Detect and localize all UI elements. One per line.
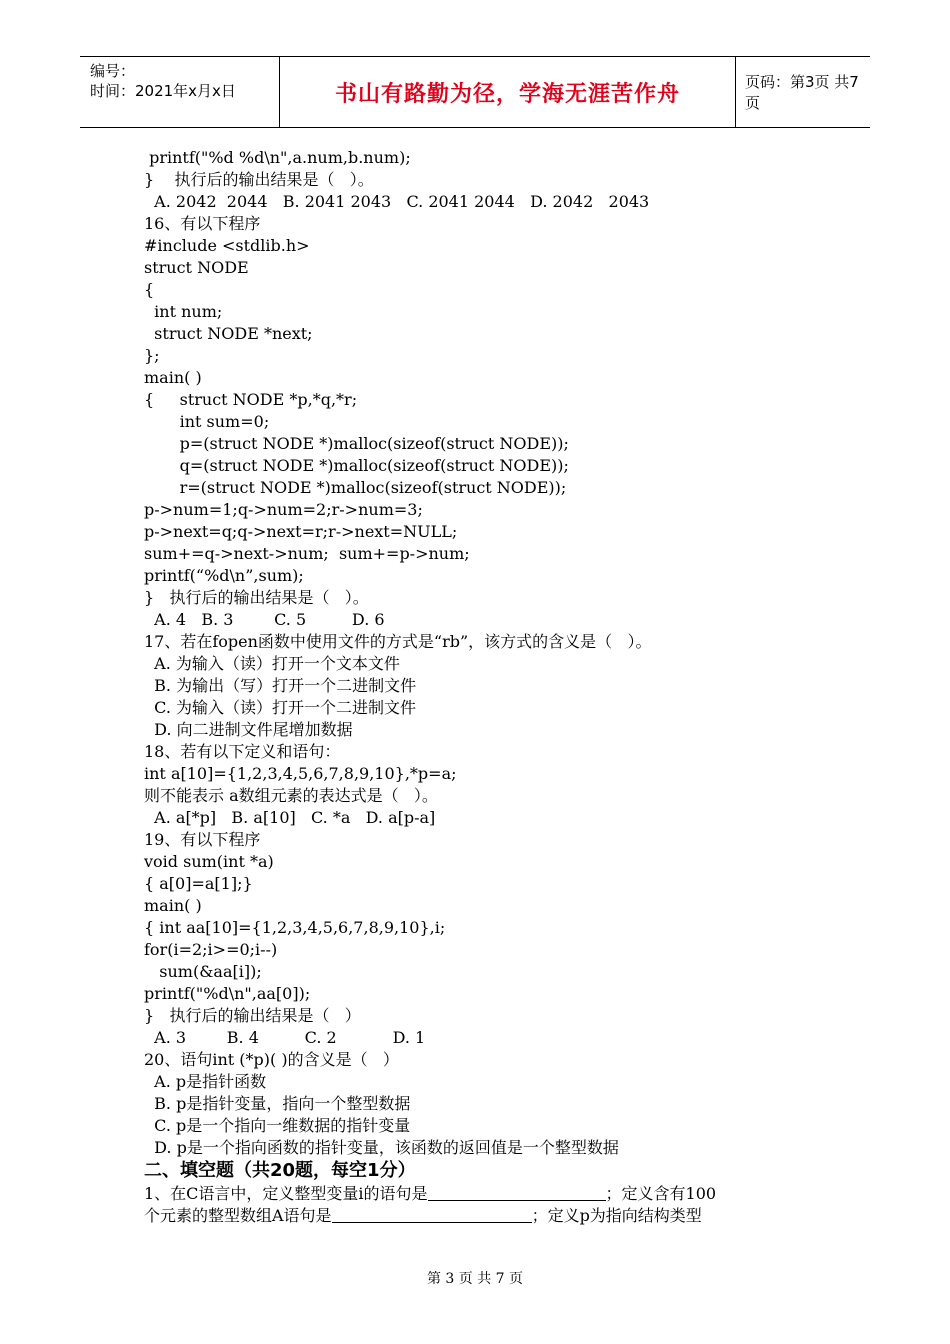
text-line: sum(&aa[i]);: [144, 962, 262, 981]
text-line: B. p是指针变量，指向一个整型数据: [144, 1094, 411, 1113]
text-line: p=(struct NODE *)malloc(sizeof(struct NODE));: [144, 434, 569, 453]
text-line: A. a[*p] B. a[10] C. *a D. a[p-a]: [144, 808, 436, 827]
text-line: struct NODE: [144, 258, 249, 277]
text-line: q=(struct NODE *)malloc(sizeof(struct NODE));: [144, 456, 569, 475]
text-line: int sum=0;: [144, 412, 270, 431]
text-line: 16、有以下程序: [144, 214, 261, 233]
text-line: r=(struct NODE *)malloc(sizeof(struct NODE));: [144, 478, 567, 497]
text-line: main( ): [144, 896, 202, 915]
text-line: { int aa[10]={1,2,3,4,5,6,7,8,9,10},i;: [144, 918, 446, 937]
text-line: 18、若有以下定义和语句：: [144, 742, 341, 761]
page-footer: 第 3 页 共 7 页: [426, 1271, 524, 1287]
text-line: 17、若在fopen函数中使用文件的方式是“rb”，该方式的含义是（ ）。: [144, 632, 652, 651]
text-line: { a[0]=a[1];}: [144, 874, 253, 893]
text-line: B. 为输出（写）打开一个二进制文件: [144, 676, 417, 695]
text-line: D. 向二进制文件尾增加数据: [144, 720, 353, 739]
text-line: A. 2042 2044 B. 2041 2043 C. 2041 2044 D. 2042 2043: [144, 192, 650, 211]
text-line: A. 3 B. 4 C. 2 D. 1: [144, 1028, 426, 1047]
header-meta: [80, 57, 280, 127]
document-body: [144, 147, 834, 1227]
text-line: sum+=q->next->num; sum+=p->num;: [144, 544, 470, 563]
text-line: int a[10]={1,2,3,4,5,6,7,8,9,10},*p=a;: [144, 764, 457, 783]
text-line: 20、语句int (*p)( )的含义是（ ）: [144, 1050, 399, 1069]
text-line: };: [144, 346, 160, 365]
answer-blank-2[interactable]: [332, 1206, 532, 1223]
fill-question-line-1: [144, 1183, 834, 1205]
text-line: void sum(int *a): [144, 852, 274, 871]
section-title: 二、填空题（共20题，每空1分）: [144, 1160, 416, 1181]
text-line: C. p是一个指向一维数据的指针变量: [144, 1116, 411, 1135]
text-line: } 执行后的输出结果是（ ）: [144, 1006, 361, 1025]
fill-q1-text-d: ；定义p为指向结构类型: [531, 1206, 702, 1225]
text-line: 19、有以下程序: [144, 830, 261, 849]
page-header: [80, 56, 870, 128]
question-lines: [144, 147, 834, 1159]
text-line: A. 4 B. 3 C. 5 D. 6: [144, 610, 385, 629]
header-motto: 书山有路勤为径，学海无涯苦作舟: [280, 57, 736, 127]
fill-q1-text-a: 1、在C语言中，定义整型变量i的语句是: [144, 1184, 428, 1203]
text-line: struct NODE *next;: [144, 324, 313, 343]
text-line: } 执行后的输出结果是（ ）。: [144, 170, 374, 189]
text-line: #include <stdlib.h>: [144, 236, 310, 255]
answer-blank-1[interactable]: [428, 1184, 606, 1201]
text-line: main( ): [144, 368, 202, 387]
doc-time-label: 时间：2021年x月x日: [90, 82, 236, 100]
text-line: C. 为输入（读）打开一个二进制文件: [144, 698, 417, 717]
text-line: p->num=1;q->num=2;r->num=3;: [144, 500, 423, 519]
text-line: printf("%d\n",aa[0]);: [144, 984, 311, 1003]
text-line: for(i=2;i>=0;i--): [144, 940, 278, 959]
text-line: A. p是指针函数: [144, 1072, 267, 1091]
text-line: printf(“%d\n”,sum);: [144, 566, 304, 585]
text-line: printf("%d %d\n",a.num,b.num);: [144, 148, 411, 167]
fill-q1-text-b: ；定义含有100: [605, 1184, 717, 1203]
text-line: { struct NODE *p,*q,*r;: [144, 390, 358, 409]
fill-q1-text-c: 个元素的整型数组A语句是: [144, 1206, 332, 1225]
text-line: {: [144, 280, 155, 299]
doc-number-label: 编号：: [90, 62, 136, 80]
fill-question-line-2: [144, 1205, 834, 1227]
text-line: D. p是一个指向函数的指针变量，该函数的返回值是一个整型数据: [144, 1138, 619, 1157]
text-line: A. 为输入（读）打开一个文本文件: [144, 654, 400, 673]
text-line: p->next=q;q->next=r;r->next=NULL;: [144, 522, 458, 541]
text-line: 则不能表示 a数组元素的表达式是（ ）。: [144, 786, 438, 805]
text-line: int num;: [144, 302, 223, 321]
header-page-info: 页码：第3页 共7页: [745, 73, 859, 112]
text-line: } 执行后的输出结果是（ ）。: [144, 588, 369, 607]
